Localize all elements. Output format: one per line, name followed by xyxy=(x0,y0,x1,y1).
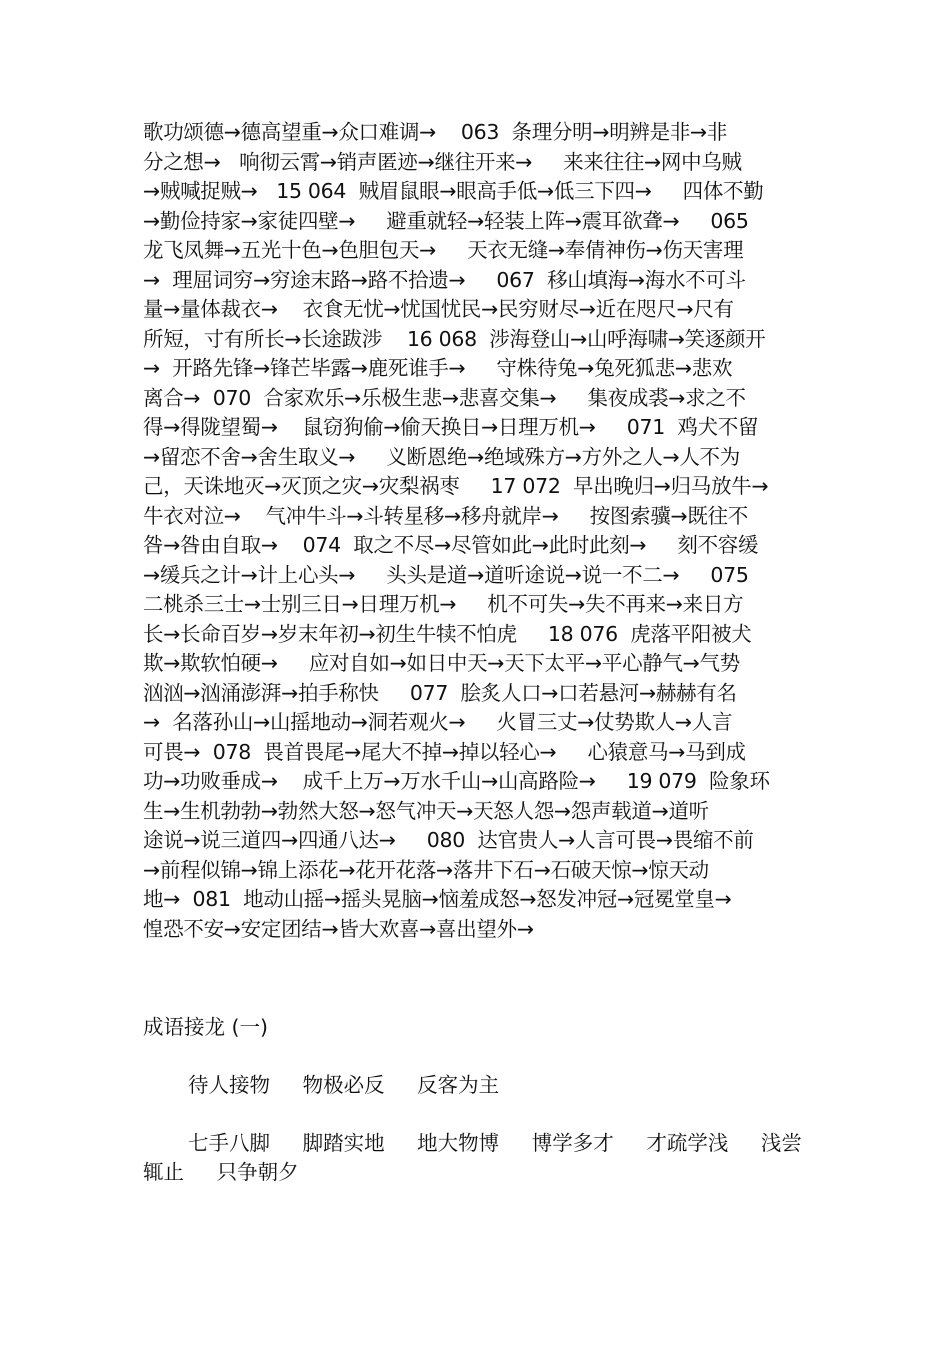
text-line: 生→生机勃勃→勃然大怒→怒气冲天→天怒人怨→怨声载道→道听 xyxy=(143,798,709,823)
text-line: 歌功颂德→德高望重→众口难调→ 063 条理分明→明辨是非→非 xyxy=(143,120,728,144)
text-line: 功→功败垂成→ 成千上万→万水千山→山高路险→ 19 079 险象环 xyxy=(143,769,770,793)
section-heading: 成语接龙 (一) xyxy=(143,1015,269,1039)
paragraph-1: 待人接物 物极必反 反客为主 xyxy=(188,1073,500,1097)
text-line: 分之想→ 响彻云霄→销声匿迹→继往开来→ 来来往往→网中乌贼 xyxy=(143,149,742,174)
text-line: 量→量体裁衣→ 衣食无忧→忧国忧民→民穷财尽→近在咫尺→尺有 xyxy=(143,297,734,321)
text-line: 可畏→ 078 畏首畏尾→尾大不掉→掉以轻心→ 心猿意马→马到成 xyxy=(143,739,746,764)
text-line: →留恋不舍→舍生取义→ 义断恩绝→绝域殊方→方外之人→人不为 xyxy=(143,444,740,469)
text-line: 惶恐不安→安定团结→皆大欢喜→喜出望外→ xyxy=(143,916,534,941)
text-line: →勤俭持家→家徒四壁→ 避重就轻→轻装上阵→震耳欲聋→ 065 xyxy=(143,208,749,233)
text-line: → 开路先锋→锋芒毕露→鹿死谁手→ 守株待兔→兔死狐悲→悲欢 xyxy=(143,356,733,380)
text-line: 所短，寸有所长→长途跋涉 16 068 涉海登山→山呼海啸→笑逐颜开 xyxy=(143,326,766,351)
text-line: 咎→咎由自取→ 074 取之不尽→尽管如此→此时此刻→ 刻不容缓 xyxy=(143,533,759,557)
text-line: 地→ 081 地动山摇→摇头晃脑→恼羞成怒→怒发冲冠→冠冕堂皇→ xyxy=(143,887,732,911)
text-line: →缓兵之计→计上心头→ 头头是道→道听途说→说一不二→ 075 xyxy=(143,562,749,587)
text-line: →前程似锦→锦上添花→花开花落→落井下石→石破天惊→惊天动 xyxy=(143,857,709,882)
text-line: →贼喊捉贼→ 15 064 贼眉鼠眼→眼高手低→低三下四→ 四体不勤 xyxy=(143,179,764,203)
text-line: 己，天诛地灭→灭顶之灾→灾梨祸枣 17 072 早出晚归→归马放牛→ xyxy=(143,474,769,498)
text-line: 欺→欺软怕硬→ 应对自如→如日中天→天下太平→平心静气→气势 xyxy=(143,651,740,675)
text-line: 离合→ 070 合家欢乐→乐极生悲→悲喜交集→ 集夜成裘→求之不 xyxy=(143,385,746,410)
text-line: 得→得陇望蜀→ 鼠窃狗偷→偷天换日→日理万机→ 071 鸡犬不留 xyxy=(143,415,759,439)
paragraph-2-line-2: 辄止 只争朝夕 xyxy=(143,1160,299,1184)
text-line: 牛衣对泣→ 气冲牛斗→斗转星移→移舟就岸→ 按图索骥→既往不 xyxy=(143,503,748,528)
text-line: 汹汹→汹涌澎湃→拍手称快 077 脍炙人口→口若悬河→赫赫有名 xyxy=(143,680,737,705)
paragraph-2-line-1: 七手八脚 脚踏实地 地大物博 博学多才 才疏学浅 浅尝 xyxy=(188,1131,802,1155)
text-line: → 名落孙山→山摇地动→洞若观火→ 火冒三丈→仗势欺人→人言 xyxy=(143,710,733,734)
text-line: 长→长命百岁→岁末年初→初生牛犊不怕虎 18 076 虎落平阳被犬 xyxy=(143,621,752,646)
text-line: 龙飞凤舞→五光十色→色胆包天→ 天衣无缝→奉倩神伤→伤天害理 xyxy=(143,238,744,262)
text-line: 途说→说三道四→四通八达→ 080 达官贵人→人言可畏→畏缩不前 xyxy=(143,828,754,852)
text-line: 二桃杀三士→士别三日→日理万机→ 机不可失→失不再来→来日方 xyxy=(143,592,744,616)
text-line: → 理屈词穷→穷途末路→路不拾遗→ 067 移山填海→海水不可斗 xyxy=(143,267,746,292)
